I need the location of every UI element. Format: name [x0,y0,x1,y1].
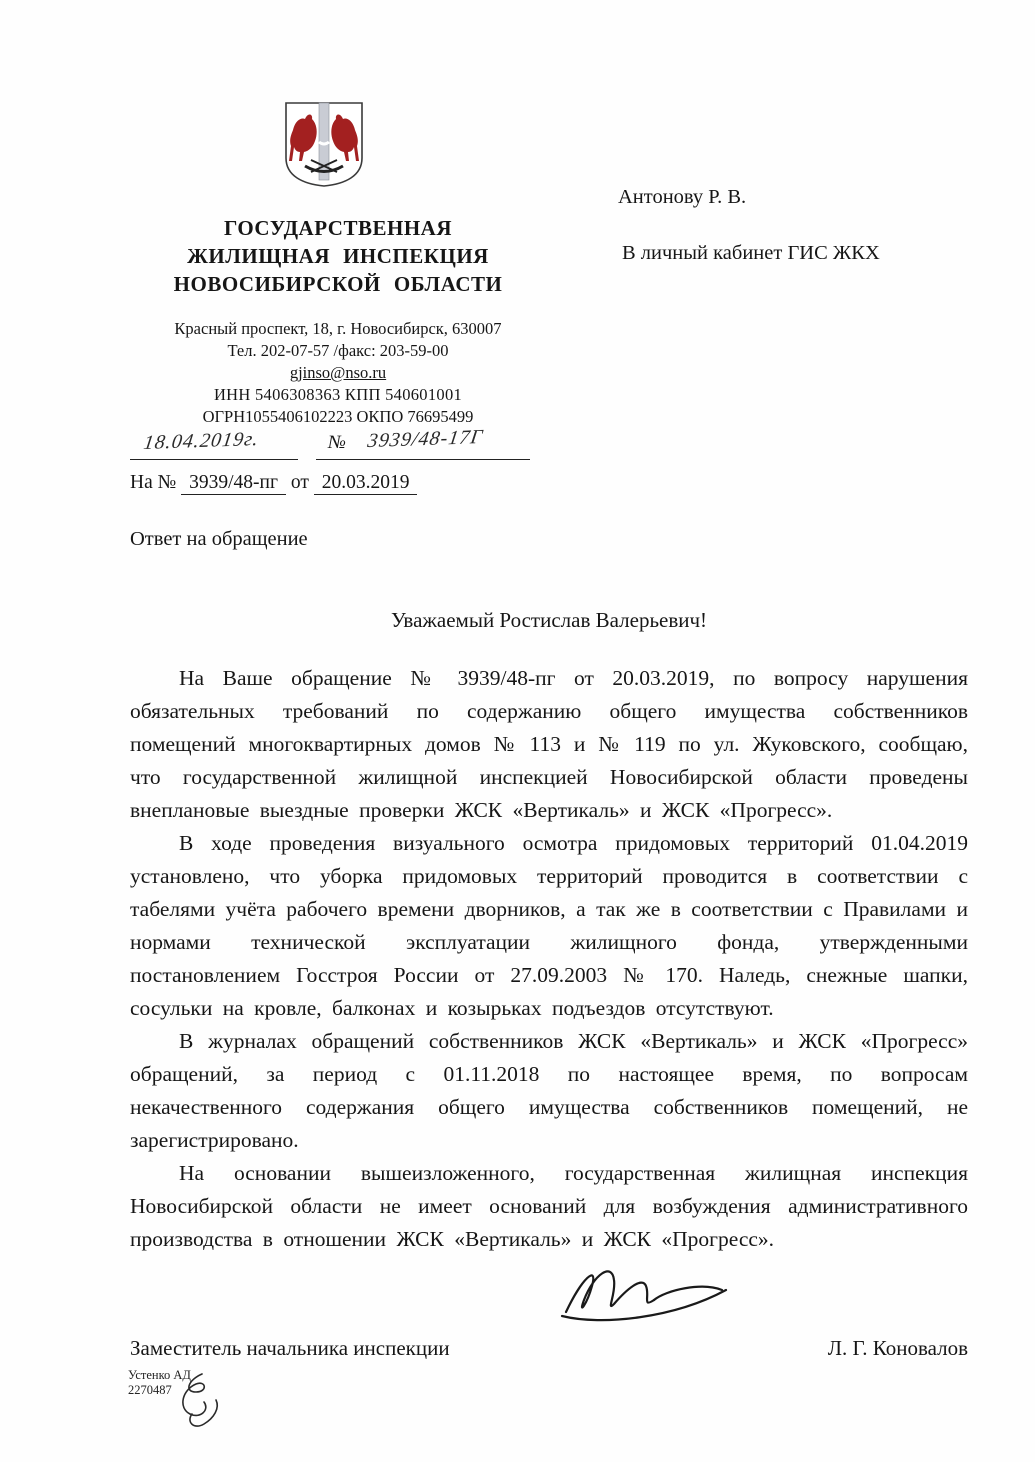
number-sign: № [328,432,346,453]
email-address: gjinso@nso.ru [289,363,387,382]
executor-signature-scribble [168,1370,238,1432]
body-paragraph: На Ваше обращение № 3939/48-пг от 20.03.2019, по вопросу нарушения обязательных требований по содержанию общего имущества собственников помещений многоквартирных домов № 113 и № 119 по ул. Жуковского, сообщаю, что государственной жилищной инспекцией Новосибирской области проведены внеплановые выездные проверки ЖСК «Вертикаль» и ЖСК «Прогресс». [130,666,968,822]
signature-row [130,1336,968,1361]
executor-signature-icon [168,1370,238,1432]
ref-date: 20.03.2019 [314,472,418,495]
body-paragraph: На основании вышеизложенного, государственная жилищная инспекция Новосибирской области не имеет оснований для возбуждения административного производства в отношении ЖСК «Вертикаль» и ЖСК «Прогресс». [130,1161,968,1251]
signer-name: Л. Г. Коновалов [827,1336,968,1360]
ruled-line [130,459,298,460]
outgoing-number-row [130,428,530,460]
recipient-delivery: В личный кабинет ГИС ЖКХ [622,242,880,264]
ruled-line [316,459,530,460]
subject-line: Ответ на обращение [130,528,308,550]
signature-scribble [552,1258,737,1326]
letter-body [130,662,968,1256]
handwritten-date: 18.04.2019г. [142,428,261,454]
ref-number: 3939/48-пг [181,472,286,495]
coat-of-arms-icon [283,100,365,188]
ref-ot: от [290,472,309,493]
executor-name: Устенко АД [128,1368,191,1382]
reference-line [130,472,417,494]
greeting: Уважаемый Ростислав Валерьевич! [390,608,708,632]
inn-kpp-line: ИНН 5406308363 КПП 540601001 [213,385,463,404]
signature-icon [552,1258,737,1326]
body-paragraph: В журналах обращений собственников ЖСК «Вертикаль» и ЖСК «Прогресс» обращений, за период с 01.11.2018 по настоящее время, по вопросам некачественного содержания общего имущества собственников помещений, не зарегистрировано. [130,1029,968,1152]
handwritten-number: 3939/48-17Г [366,426,485,452]
letterhead-contacts [118,318,558,428]
org-name [118,214,558,298]
phone-line: Тел. 202-07-57 /факс: 203-59-00 [227,341,449,360]
signer-position: Заместитель начальника инспекции [130,1336,450,1360]
recipient-name: Антонову Р. В. [618,186,747,208]
address-line: Красный проспект, 18, г. Новосибирск, 630007 [174,319,502,338]
coat-of-arms [283,100,365,188]
executor-phone: 2270487 [128,1383,172,1397]
org-name-line: ЖИЛИЩНАЯ ИНСПЕКЦИЯ [187,244,489,268]
org-name-line: НОВОСИБИРСКОЙ ОБЛАСТИ [173,272,503,296]
ogrn-okpo-line: ОГРН1055406102223 ОКПО 76695499 [202,407,474,426]
org-name-line: ГОСУДАРСТВЕННАЯ [224,216,452,240]
ref-prefix: На № [130,472,177,493]
body-paragraph: В ходе проведения визуального осмотра придомовых территорий 01.04.2019 установлено, что уборка придомовых территорий проводится в соответствии с табелями учёта рабочего времени дворников, а так же в соответствии с Правилами и нормами технической эксплуатации жилищного фонда, утвержденными постановлением Госстроя России от 27.09.2003 № 170. Наледь, снежные шапки, сосульки на кровле, балконах и козырьках подъездов отсутствуют. [130,831,968,1020]
